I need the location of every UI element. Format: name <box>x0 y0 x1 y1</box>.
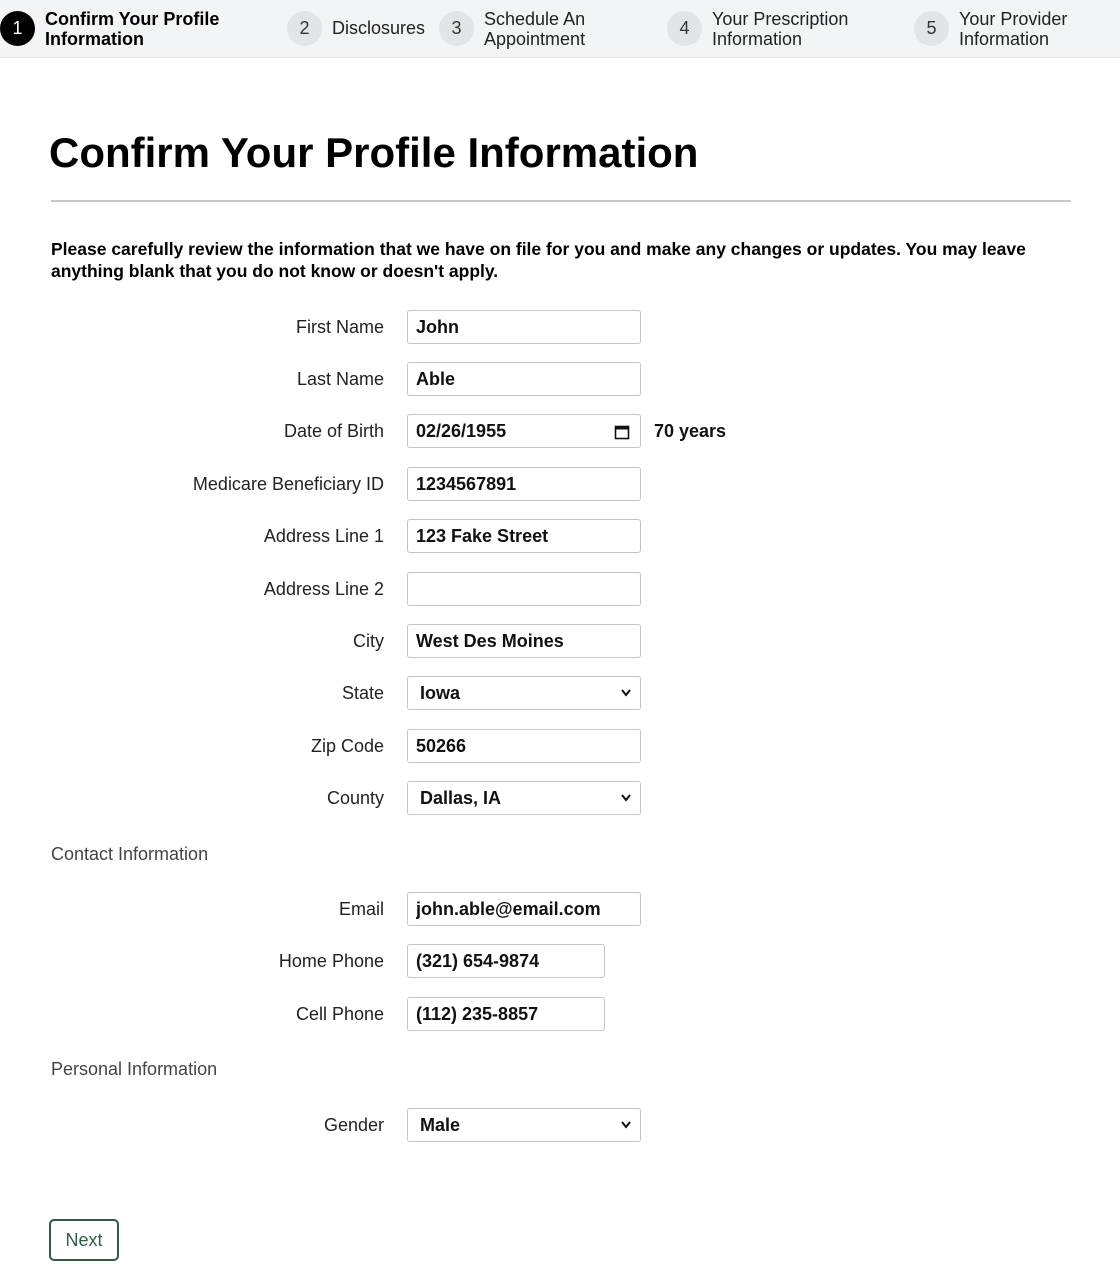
divider <box>51 200 1071 202</box>
contact-section-heading: Contact Information <box>51 844 209 864</box>
county-select[interactable] <box>407 781 641 815</box>
step-schedule-appointment[interactable] <box>439 0 639 57</box>
address1-row <box>0 519 1120 553</box>
address2-input[interactable] <box>407 572 641 606</box>
mbi-label: Medicare Beneficiary ID <box>192 474 384 494</box>
step-prescription-info[interactable] <box>667 0 887 57</box>
step-number: 4 <box>667 11 702 46</box>
home-phone-label: Home Phone <box>278 951 384 971</box>
intro-text: Please carefully review the information that we have on file for you and make any changes or updates. You may leave anything blank that you do not know or doesn't apply. <box>51 239 1026 281</box>
cell-phone-label: Cell Phone <box>295 1004 384 1024</box>
step-label: Your Prescription Information <box>712 9 849 49</box>
dob-row <box>0 414 1120 448</box>
last-name-input[interactable] <box>407 362 641 396</box>
state-row <box>0 676 1120 710</box>
chevron-down-icon <box>618 782 634 814</box>
address2-row <box>0 572 1120 606</box>
step-disclosures[interactable] <box>287 0 427 57</box>
dob-input[interactable] <box>407 414 641 448</box>
address1-label: Address Line 1 <box>263 526 384 546</box>
cell-phone-input[interactable] <box>407 997 605 1031</box>
dob-label: Date of Birth <box>283 421 384 441</box>
next-button[interactable]: Next <box>49 1219 119 1261</box>
address2-label: Address Line 2 <box>263 579 384 599</box>
email-input[interactable] <box>407 892 641 926</box>
zip-row <box>0 729 1120 763</box>
step-number: 3 <box>439 11 474 46</box>
cell-phone-row <box>0 997 1120 1031</box>
chevron-down-icon <box>618 677 634 709</box>
zip-label: Zip Code <box>310 736 384 756</box>
state-select[interactable] <box>407 676 641 710</box>
step-label: Confirm Your Profile Information <box>45 9 220 49</box>
first-name-input[interactable] <box>407 310 641 344</box>
county-value: Dallas, IA <box>420 788 502 808</box>
email-label: Email <box>338 899 384 919</box>
mbi-row <box>0 467 1120 501</box>
step-number: 1 <box>0 11 35 46</box>
mbi-input[interactable] <box>407 467 641 501</box>
gender-select[interactable] <box>407 1108 641 1142</box>
zip-input[interactable] <box>407 729 641 763</box>
step-label: Schedule An Appointment <box>484 9 586 49</box>
gender-label: Gender <box>323 1115 384 1135</box>
step-confirm-profile[interactable] <box>0 0 270 57</box>
home-phone-row <box>0 944 1120 978</box>
personal-section-heading: Personal Information <box>51 1059 218 1079</box>
step-provider-info[interactable] <box>914 0 1114 57</box>
dob-value: 02/26/1955 <box>416 421 507 441</box>
step-number: 5 <box>914 11 949 46</box>
city-input[interactable] <box>407 624 641 658</box>
page-title: Confirm Your Profile Information <box>49 129 699 176</box>
step-label: Your Provider Information <box>959 9 1068 49</box>
age-value: 70 years <box>654 421 727 441</box>
city-label: City <box>353 631 384 651</box>
first-name-label: First Name <box>295 317 384 337</box>
chevron-down-icon <box>618 1109 634 1141</box>
first-name-row <box>0 310 1120 344</box>
state-label: State <box>341 683 384 703</box>
progress-stepper <box>0 0 1120 58</box>
county-row <box>0 781 1120 815</box>
step-number: 2 <box>287 11 322 46</box>
calendar-icon[interactable] <box>614 424 630 440</box>
email-row <box>0 892 1120 926</box>
city-row <box>0 624 1120 658</box>
state-value: Iowa <box>420 683 461 703</box>
address1-input[interactable] <box>407 519 641 553</box>
gender-row <box>0 1108 1120 1142</box>
step-label: Disclosures <box>332 18 426 38</box>
gender-value: Male <box>420 1115 461 1135</box>
last-name-label: Last Name <box>296 369 384 389</box>
county-label: County <box>326 788 384 808</box>
home-phone-input[interactable] <box>407 944 605 978</box>
last-name-row <box>0 362 1120 396</box>
